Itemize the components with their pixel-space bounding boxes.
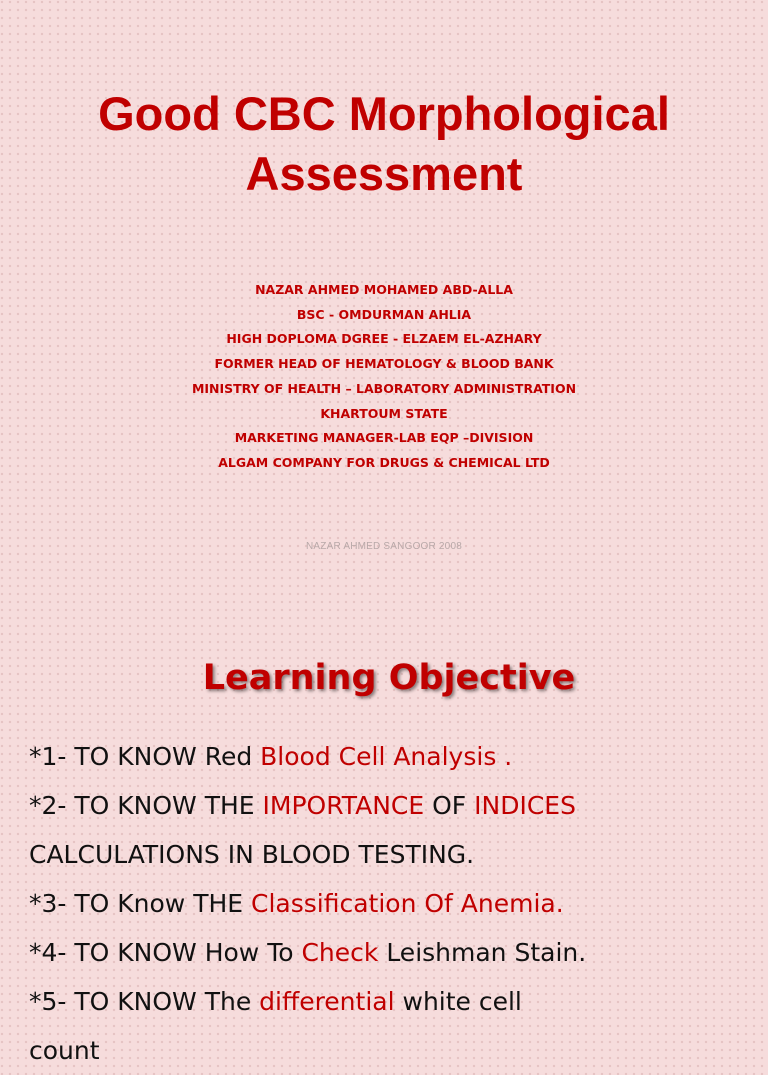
- objective-highlight: Classification Of Anemia.: [251, 889, 564, 918]
- objective-highlight: IMPORTANCE: [262, 791, 425, 820]
- author-credits: [0, 278, 768, 476]
- objective-item: [29, 879, 759, 928]
- slide-heading: Learning Objective: [202, 658, 576, 698]
- slide-title: [0, 84, 768, 204]
- author-line: HIGH DOPLOMA DGREE - ELZAEM EL-AZHARY: [226, 331, 542, 347]
- title-line: Good CBC Morphological: [98, 87, 670, 140]
- objective-text: *3- TO Know THE: [29, 889, 252, 918]
- objective-highlight: Blood Cell Analysis .: [260, 742, 513, 771]
- objective-text: *2- TO KNOW THE: [29, 791, 263, 820]
- objective-item: [29, 732, 759, 781]
- author-line: BSC - OMDURMAN AHLIA: [296, 306, 472, 322]
- objective-highlight: differential: [259, 987, 395, 1016]
- objective-text: OF: [424, 791, 475, 820]
- objective-item: [29, 830, 759, 879]
- objective-item: [29, 1026, 759, 1075]
- objective-highlight: Check: [301, 938, 379, 967]
- slide-footer: NAZAR AHMED SANGOOR 2008: [306, 541, 462, 552]
- author-line: MINISTRY OF HEALTH – LABORATORY ADMINISTRATION: [191, 380, 577, 396]
- objective-text: count: [29, 1036, 100, 1065]
- author-line: KHARTOUM STATE: [320, 405, 448, 421]
- objective-item: [29, 928, 759, 977]
- objective-text: *1- TO KNOW Red: [29, 742, 261, 771]
- objective-highlight: INDICES: [474, 791, 576, 820]
- objective-text: CALCULATIONS IN BLOOD TESTING.: [29, 840, 475, 869]
- author-line: ALGAM COMPANY FOR DRUGS & CHEMICAL LTD: [218, 454, 550, 470]
- objective-item: [29, 977, 759, 1026]
- author-line: NAZAR AHMED MOHAMED ABD-ALLA: [255, 282, 513, 297]
- objective-text: Leishman Stain.: [378, 938, 587, 967]
- objective-item: [29, 781, 759, 830]
- author-line: FORMER HEAD OF HEMATOLOGY & BLOOD BANK: [214, 356, 554, 372]
- author-line: MARKETING MANAGER-LAB EQP –DIVISION: [234, 430, 534, 446]
- objectives-slide: [0, 640, 768, 1065]
- objective-text: *5- TO KNOW The: [29, 987, 260, 1016]
- objective-text: *4- TO KNOW How To: [29, 938, 302, 967]
- title-line: Assessment: [245, 147, 523, 200]
- objective-text: white cell: [394, 987, 522, 1016]
